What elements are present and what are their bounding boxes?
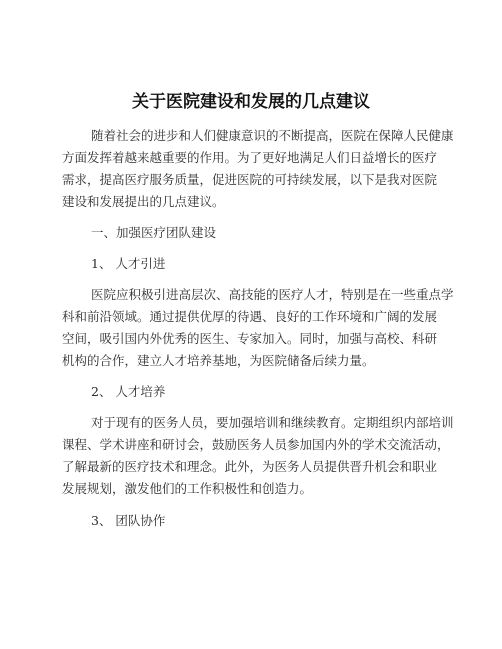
paragraph-line: 随着社会的进步和人们健康意识的不断提高，医院在保障人民健康 bbox=[91, 128, 454, 143]
paragraph-line: 医院应积极引进高层次、高技能的医疗人才，特别是在一些重点学 bbox=[91, 287, 454, 302]
document-title: 关于医院建设和发展的几点建议 bbox=[132, 92, 370, 112]
subsection-heading: 1、 人才引进 bbox=[91, 256, 166, 271]
paragraph-line: 空间，吸引国内外优秀的医生、专家加入。同时，加强与高校、科研 bbox=[62, 331, 438, 346]
subsection-heading: 3、 团队协作 bbox=[91, 513, 166, 528]
subsection-heading: 2、 人才培养 bbox=[91, 384, 166, 399]
paragraph-line: 发展规划，激发他们的工作积极性和创造力。 bbox=[62, 481, 313, 496]
paragraph-line: 方面发挥着越来越重要的作用。为了更好地满足人们日益增长的医疗 bbox=[62, 150, 438, 165]
paragraph-line: 需求，提高医疗服务质量，促进医院的可持续发展，以下是我对医院 bbox=[62, 172, 438, 187]
section-heading: 一、加强医疗团队建设 bbox=[91, 225, 217, 240]
paragraph-line: 机构的合作，建立人才培养基地，为医院储备后续力量。 bbox=[62, 353, 375, 368]
paragraph-line: 建设和发展提出的几点建议。 bbox=[62, 194, 225, 209]
paragraph-line: 了解最新的医疗技术和理念。此外，为医务人员提供晋升机会和职业 bbox=[62, 459, 438, 474]
paragraph-line: 科和前沿领域。通过提供优厚的待遇、良好的工作环境和广阔的发展 bbox=[62, 309, 438, 324]
paragraph-line: 对于现有的医务人员，要加强培训和继续教育。定期组织内部培训 bbox=[91, 415, 454, 430]
paragraph-line: 课程、学术讲座和研讨会，鼓励医务人员参加国内外的学术交流活动， bbox=[62, 437, 450, 452]
